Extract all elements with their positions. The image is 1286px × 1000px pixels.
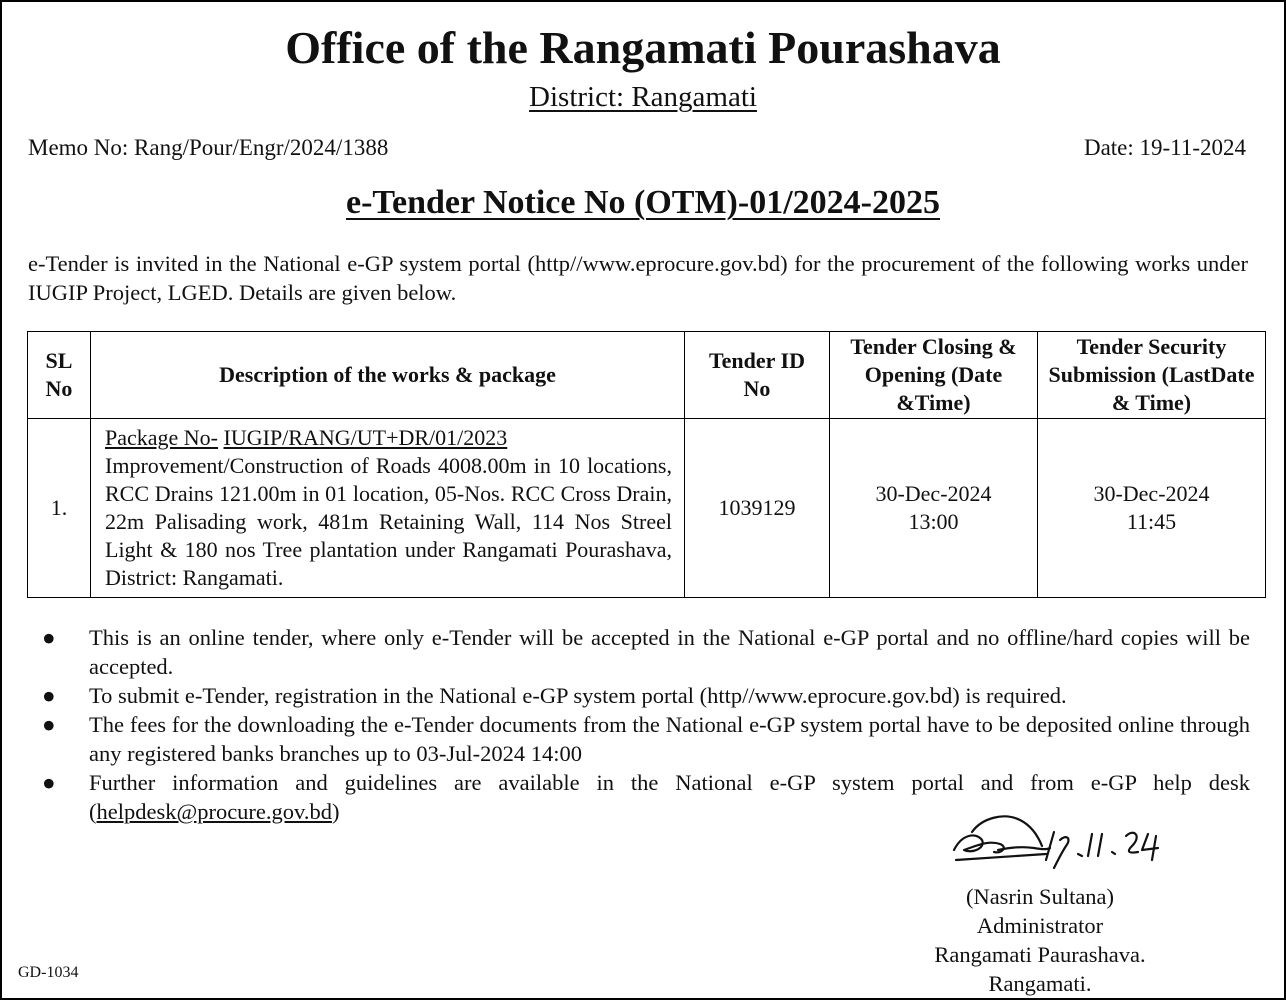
list-item-text: The fees for the downloading the e-Tender documents from the National e-GP system portal have to be deposited online through any registered banks branches up to 03-Jul-2024 14:00 [89,712,1250,766]
package-number: IUGIP/RANG/UT+DR/01/2023 [223,425,508,450]
list-item [42,681,1250,710]
works-description: Improvement/Construction of Roads 4008.00m in 10 locations, RCC Drains 121.00m in 01 location, 05-Nos. RCC Cross Drain, 22m Palisading work, 481m Retaining Wall, 114 Nos Streel Light & 180 nos Tree plantation under Rangamati Pourashava, District: Rangamati. [105,453,672,590]
notice-title-text: e-Tender Notice No (OTM)-01/2024-2025 [346,184,940,221]
header-closing-opening: Tender Closing & Opening (Date &Time) [830,332,1038,419]
notice-date: Date: 19-11-2024 [1083,135,1246,160]
closing-date: 30-Dec-2024 [875,481,992,506]
closing-time: 13:00 [908,509,959,534]
list-item-text: Further information and guidelines are available in the National e-GP system portal and from e-GP help desk [89,770,1250,795]
signatory-office: Rangamati Paurashava. [934,942,1146,967]
handwritten-signature [942,810,1172,876]
security-date: 30-Dec-2024 [1093,481,1210,506]
header-sl-no: SL No [28,332,91,419]
list-item [42,710,1250,768]
package-label: Package No- [105,425,219,450]
memo-number: Memo No: Rang/Pour/Engr/2024/1388 [28,135,389,160]
office-title: Office of the Rangamati Pourashava [285,22,1001,73]
table-row [28,419,1266,598]
header-security-submission: Tender Security Submission (LastDate & Time) [1038,332,1266,419]
notice-title [2,182,1284,224]
bullet-icon: ● [42,683,56,708]
signatory-place: Rangamati. [988,971,1092,996]
works-table [27,331,1266,598]
gd-number: GD-1034 [18,964,79,981]
intro-paragraph: e-Tender is invited in the National e-GP system portal (http//www.eprocure.gov.bd) for the procurement of the following works under IUGIP Project, LGED. Details are given below. [28,251,1248,305]
table-header-row [28,332,1266,419]
list-item [42,623,1250,681]
security-time: 11:45 [1126,509,1177,534]
conditions-list [42,623,1250,826]
district-line [2,80,1284,114]
helpdesk-email-link[interactable]: helpdesk@procure.gov.bd [96,799,332,824]
row-description [91,419,685,598]
row-security-submission [1038,419,1266,598]
signatory-name: (Nasrin Sultana) [965,884,1115,909]
row-tender-id: 1039129 [685,419,830,598]
header-description: Description of the works & package [91,332,685,419]
district-text: District: Rangamati [529,81,757,113]
bullet-icon: ● [42,770,56,795]
row-sl: 1. [28,419,91,598]
list-item-text: To submit e-Tender, registration in the National e-GP system portal (http//www.eprocure.gov.bd) is required. [89,683,1067,708]
signatory-block [902,882,1178,998]
bullet-icon: ● [42,712,56,737]
row-closing-opening [830,419,1038,598]
header-tender-id: Tender ID No [685,332,830,419]
bullet-icon: ● [42,625,56,650]
list-item: ● Further information and guidelines are available in the National e-GP system portal and from e-GP help desk (helpdesk@procure.gov.bd) [42,770,1250,824]
list-item-text: This is an online tender, where only e-Tender will be accepted in the National e-GP portal and no offline/hard copies will be accepted. [89,625,1250,679]
signatory-designation: Administrator [976,913,1104,938]
